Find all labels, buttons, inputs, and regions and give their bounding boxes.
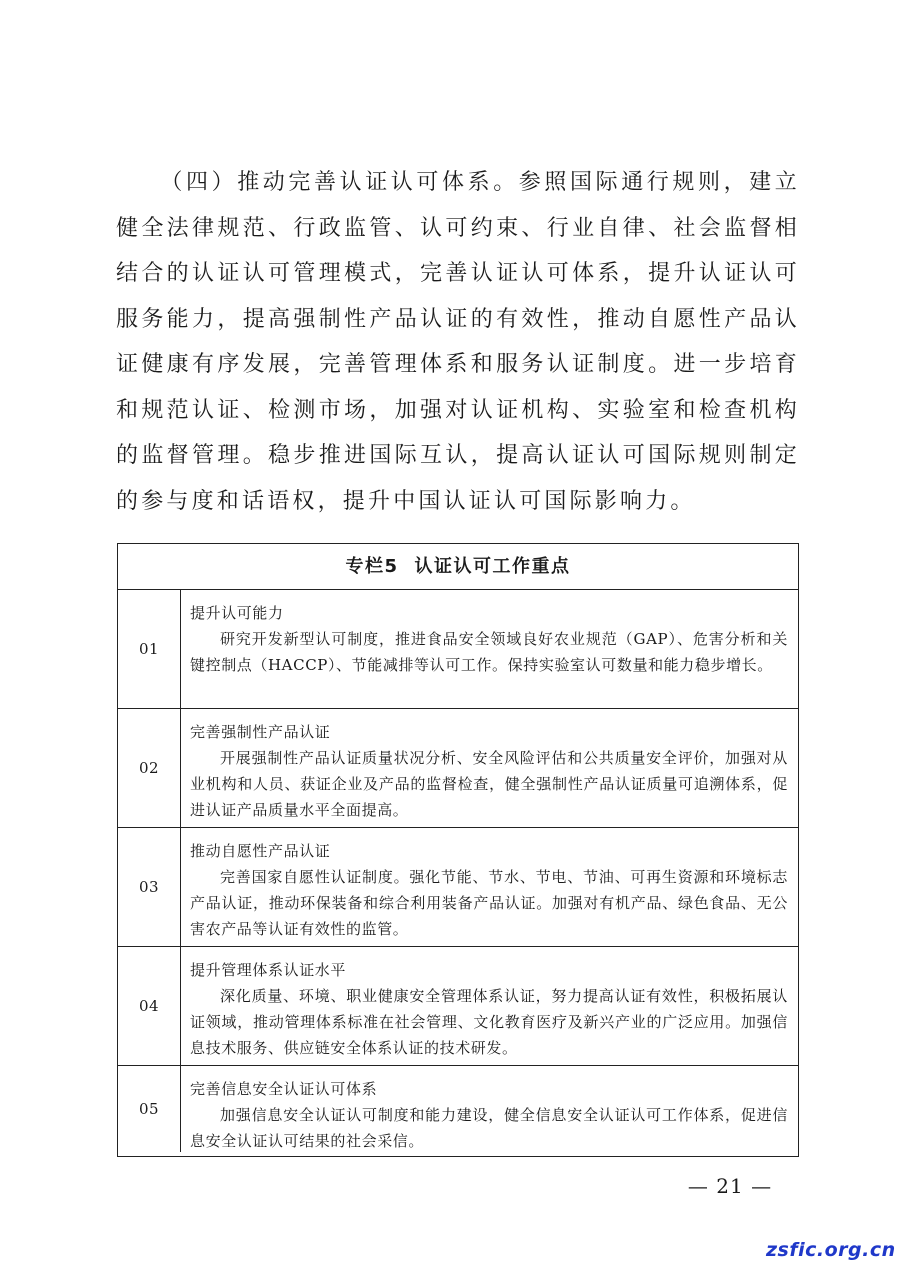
row-content	[181, 1066, 798, 1152]
column-row	[118, 828, 798, 947]
row-heading: 完善信息安全认证认可体系	[190, 1080, 378, 1098]
row-heading: 完善强制性产品认证	[190, 723, 331, 741]
page-number: — 21 —	[687, 1174, 773, 1198]
row-description: 完善国家自愿性认证制度。强化节能、节水、节电、节油、可再生资源和环境标志产品认证，推动环保装备和综合利用装备产品认证。加强对有机产品、绿色食品、无公害农产品等认证有效性的监管。	[190, 868, 788, 938]
column-row	[118, 709, 798, 828]
row-description: 开展强制性产品认证质量状况分析、安全风险评估和公共质量安全评价，加强对从业机构和人员、获证企业及产品的监督检查，健全强制性产品认证质量可追溯体系，促进认证产品质量水平全面提高。	[190, 749, 788, 819]
row-heading: 推动自愿性产品认证	[190, 842, 331, 860]
paragraph-text: （四）推动完善认证认可体系。参照国际通行规则，建立健全法律规范、行政监管、认可约束、行业自律、社会监督相结合的认证认可管理模式，完善认证认可体系，提升认证认可服务能力，提高强制性产品认证的有效性，推动自愿性产品认证健康有序发展，完善管理体系和服务认证制度。进一步培育和规范认证、检测市场，加强对认证机构、实验室和检查机构的监督管理。稳步推进国际互认，提高认证认可国际规则制定的参与度和话语权，提升中国认证认可国际影响力。	[116, 170, 800, 514]
row-number: 01	[118, 590, 181, 708]
site-watermark: zsfic.org.cn	[766, 1239, 896, 1261]
column-title	[118, 544, 798, 590]
column-title-text: 认证认可工作重点	[414, 556, 571, 577]
row-content	[181, 590, 798, 708]
row-heading: 提升认可能力	[190, 604, 284, 622]
row-number: 03	[118, 828, 181, 946]
row-description: 加强信息安全认证认可制度和能力建设，健全信息安全认证认可工作体系，促进信息安全认证认可结果的社会采信。	[190, 1106, 788, 1150]
column-label: 专栏5	[345, 556, 399, 577]
row-content	[181, 709, 798, 827]
row-content	[181, 828, 798, 946]
row-number: 02	[118, 709, 181, 827]
row-number: 04	[118, 947, 181, 1065]
body-paragraph	[116, 160, 800, 524]
column-box	[117, 543, 799, 1157]
row-content	[181, 947, 798, 1065]
row-heading: 提升管理体系认证水平	[190, 961, 347, 979]
column-row	[118, 947, 798, 1066]
column-row	[118, 590, 798, 709]
row-number: 05	[118, 1066, 181, 1152]
column-row	[118, 1066, 798, 1152]
row-description: 深化质量、环境、职业健康安全管理体系认证，努力提高认证有效性，积极拓展认证领域，推动管理体系标准在社会管理、文化教育医疗及新兴产业的广泛应用。加强信息技术服务、供应链安全体系认证的技术研发。	[190, 987, 788, 1057]
row-description: 研究开发新型认可制度，推进食品安全领域良好农业规范（GAP）、危害分析和关键控制点（HACCP）、节能减排等认可工作。保持实验室认可数量和能力稳步增长。	[190, 630, 788, 674]
